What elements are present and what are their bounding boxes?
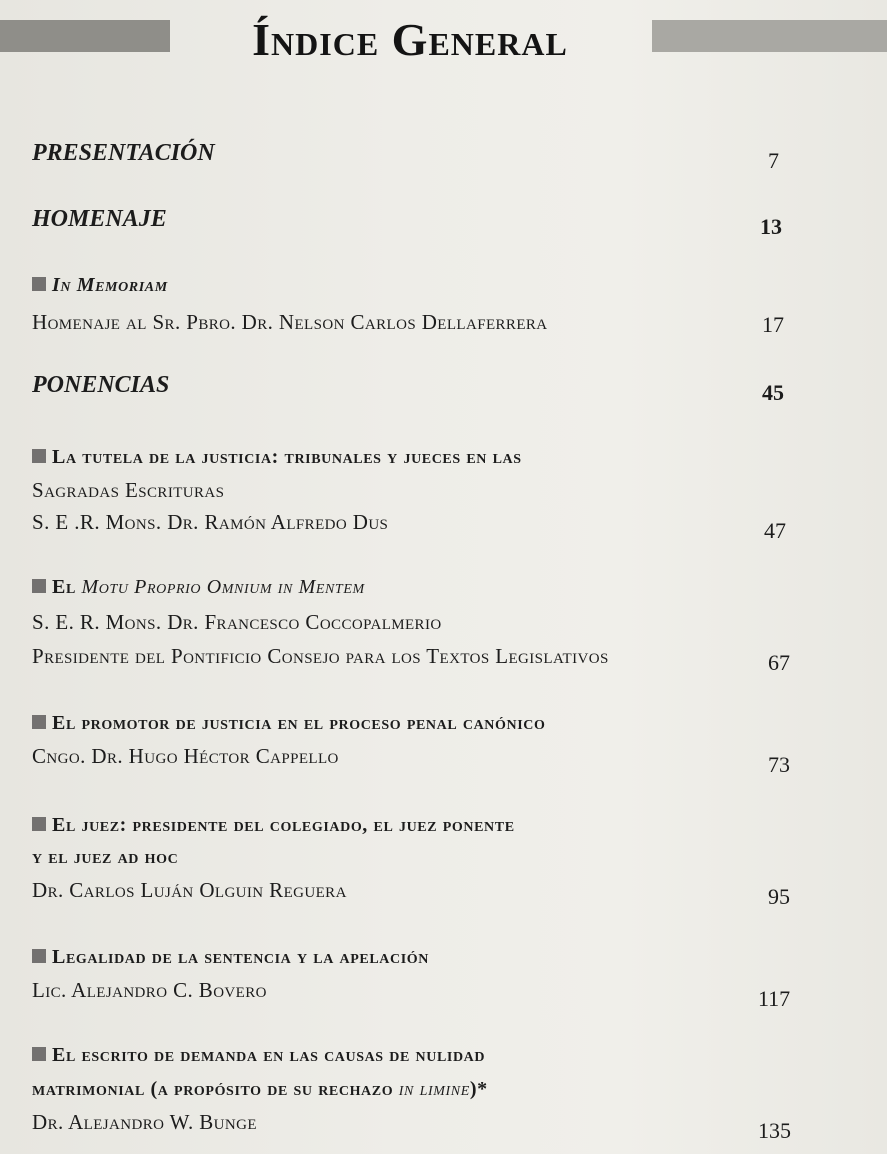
entry-5-author: Lic. Alejandro C. Bovero bbox=[32, 978, 267, 1002]
page-number-entry-3: 73 bbox=[768, 752, 790, 777]
bullet-square-icon bbox=[32, 579, 46, 593]
entry-1-title-line-1: La tutela de la justicia: tribunales y jueces en las bbox=[32, 446, 522, 469]
entry-in-memoriam-author: Homenaje al Sr. Pbro. Dr. Nelson Carlos Dellaferrera bbox=[32, 310, 548, 334]
entry-2-author: S. E. R. Mons. Dr. Francesco Coccopalmerio bbox=[32, 610, 442, 634]
entry-1-title-line-2: Sagradas Escrituras bbox=[32, 478, 225, 502]
entry-1-author: S. E .R. Mons. Dr. Ramón Alfredo Dus bbox=[32, 510, 389, 534]
bullet-square-icon bbox=[32, 449, 46, 463]
page-title: Índice General bbox=[252, 14, 568, 65]
entry-3-title: El promotor de justicia en el proceso penal canónico bbox=[32, 712, 545, 735]
page-number-entry-1: 47 bbox=[764, 518, 786, 543]
section-homenaje: HOMENAJE bbox=[32, 206, 167, 232]
entry-4-author: Dr. Carlos Luján Olguin Reguera bbox=[32, 878, 347, 902]
page-number-presentacion: 7 bbox=[768, 148, 779, 173]
entry-6-author: Dr. Alejandro W. Bunge bbox=[32, 1110, 257, 1134]
page-number-entry-2: 67 bbox=[768, 650, 790, 675]
bullet-square-icon bbox=[32, 949, 46, 963]
bullet-square-icon bbox=[32, 277, 46, 291]
entry-4-title-line-2: y el juez ad hoc bbox=[32, 846, 179, 868]
entry-6-title-line-2: matrimonial (a propósito de su rechazo in limine)* bbox=[32, 1078, 488, 1100]
bullet-square-icon bbox=[32, 1047, 46, 1061]
header-bar-left bbox=[0, 20, 170, 52]
entry-4-title-line-1: El juez: presidente del colegiado, el juez ponente bbox=[32, 814, 515, 837]
header-bar-right bbox=[652, 20, 887, 52]
entry-3-author: Cngo. Dr. Hugo Héctor Cappello bbox=[32, 744, 339, 768]
section-presentacion: PRESENTACIÓN bbox=[32, 140, 215, 166]
entry-5-title: Legalidad de la sentencia y la apelación bbox=[32, 946, 429, 969]
page-number-homenaje: 13 bbox=[760, 214, 782, 239]
page-number-entry-4: 95 bbox=[768, 884, 790, 909]
section-ponencias: PONENCIAS bbox=[32, 372, 170, 398]
page-number-entry-5: 117 bbox=[758, 986, 791, 1011]
entry-6-title-line-1: El escrito de demanda en las causas de nulidad bbox=[32, 1044, 485, 1067]
bullet-square-icon bbox=[32, 715, 46, 729]
page-number-ponencias: 45 bbox=[762, 380, 784, 405]
entry-2-role: Presidente del Pontificio Consejo para los Textos Legislativos bbox=[32, 644, 609, 668]
entry-in-memoriam-title: In Memoriam bbox=[32, 274, 168, 297]
page-number-in-memoriam: 17 bbox=[762, 312, 784, 337]
bullet-square-icon bbox=[32, 817, 46, 831]
page-number-entry-6: 135 bbox=[758, 1118, 791, 1143]
entry-2-title: El Motu Proprio Omnium in Mentem bbox=[32, 576, 365, 599]
